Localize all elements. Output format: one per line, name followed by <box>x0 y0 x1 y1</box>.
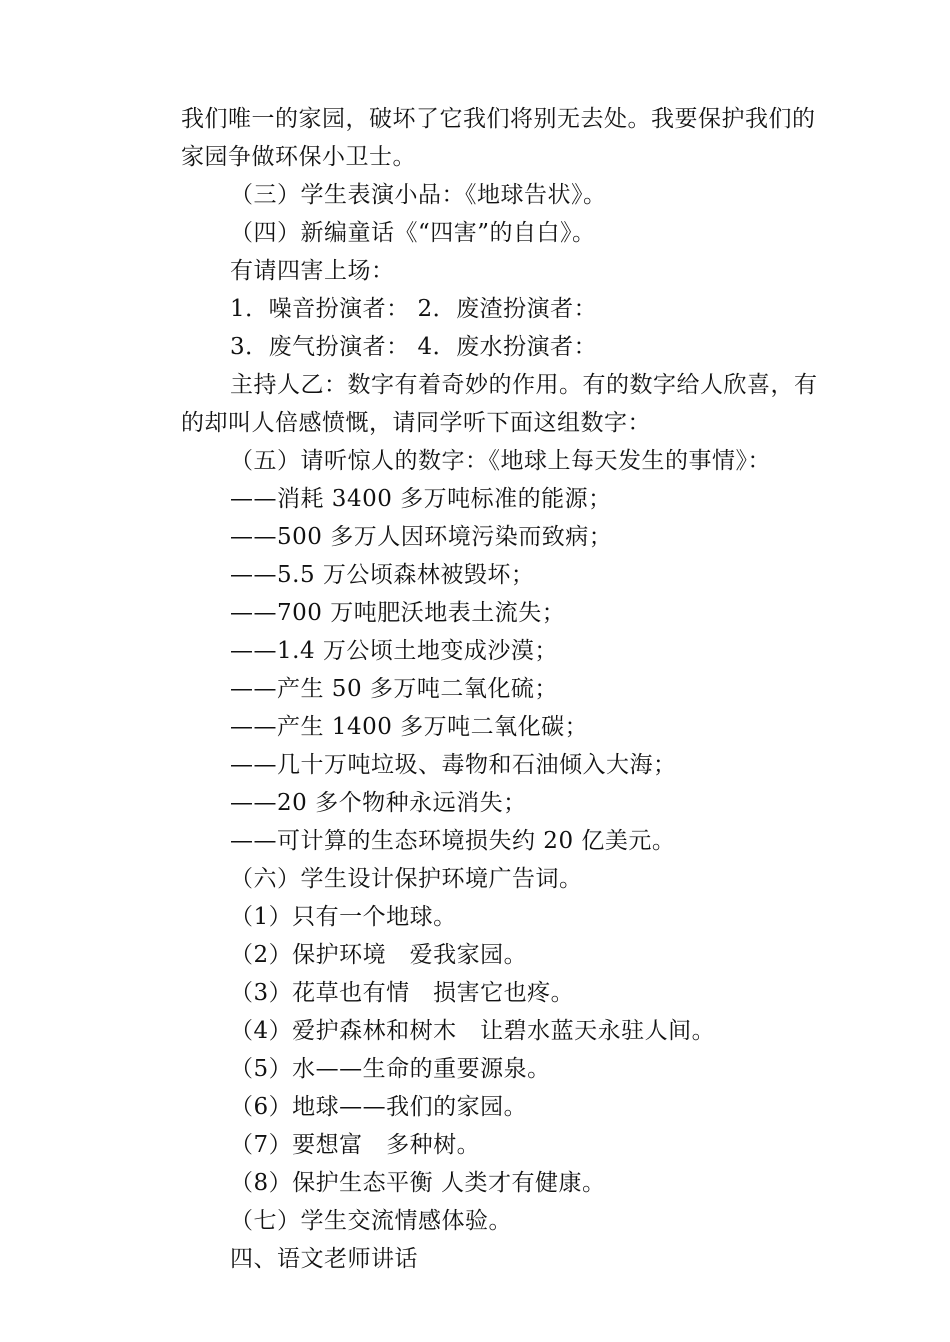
list-item: ——20 多个物种永远消失； <box>230 790 527 816</box>
section-heading: （四）新编童话《“四害”的自白》。 <box>230 220 596 246</box>
list-item: （2）保护环境 爱我家园。 <box>230 942 528 968</box>
list-item: ——700 万吨肥沃地表土流失； <box>230 600 566 626</box>
list-item: （5）水——生命的重要源泉。 <box>230 1056 551 1082</box>
list-item: ——产生 50 多万吨二氧化硫； <box>230 676 558 702</box>
list-item: ——5.5 万公顷森林被毁坏； <box>230 562 535 588</box>
list-item: （1）只有一个地球。 <box>230 904 457 930</box>
section-heading: （五）请听惊人的数字：《地球上每天发生的事情》： <box>230 448 771 474</box>
list-item: （4）爱护森林和树木 让碧水蓝天永驻人间。 <box>230 1018 716 1044</box>
paragraph-line: 有请四害上场： <box>230 258 395 284</box>
paragraph-line: 家园争做环保小卫士。 <box>181 144 416 170</box>
list-item: ——消耗 3400 多万吨标准的能源； <box>230 486 612 512</box>
section-heading: （三）学生表演小品：《地球告状》。 <box>230 182 607 208</box>
section-heading: 四、语文老师讲话 <box>230 1246 418 1272</box>
list-item: 3．废气扮演者： 4．废水扮演者： <box>230 334 598 360</box>
list-item: ——可计算的生态环境损失约 20 亿美元。 <box>230 828 676 854</box>
paragraph-line: 主持人乙：数字有着奇妙的作用。有的数字给人欣喜，有 <box>230 372 818 398</box>
list-item: ——1.4 万公顷土地变成沙漠； <box>230 638 558 664</box>
list-item: ——几十万吨垃圾、毒物和石油倾入大海； <box>230 752 677 778</box>
list-item: 1．噪音扮演者： 2．废渣扮演者： <box>230 296 598 322</box>
list-item: （6）地球——我们的家园。 <box>230 1094 528 1120</box>
section-heading: （六）学生设计保护环境广告词。 <box>230 866 583 892</box>
list-item: （8）保护生态平衡 人类才有健康。 <box>230 1170 606 1196</box>
list-item: （3）花草也有情 损害它也疼。 <box>230 980 575 1006</box>
list-item: ——500 多万人因环境污染而致病； <box>230 524 613 550</box>
list-item: ——产生 1400 多万吨二氧化碳； <box>230 714 589 740</box>
list-item: （7）要想富 多种树。 <box>230 1132 481 1158</box>
paragraph-line: 的却叫人倍感愤慨，请同学听下面这组数字： <box>181 410 651 436</box>
section-heading: （七）学生交流情感体验。 <box>230 1208 512 1234</box>
paragraph-line: 我们唯一的家园，破坏了它我们将别无去处。我要保护我们的 <box>181 106 816 132</box>
